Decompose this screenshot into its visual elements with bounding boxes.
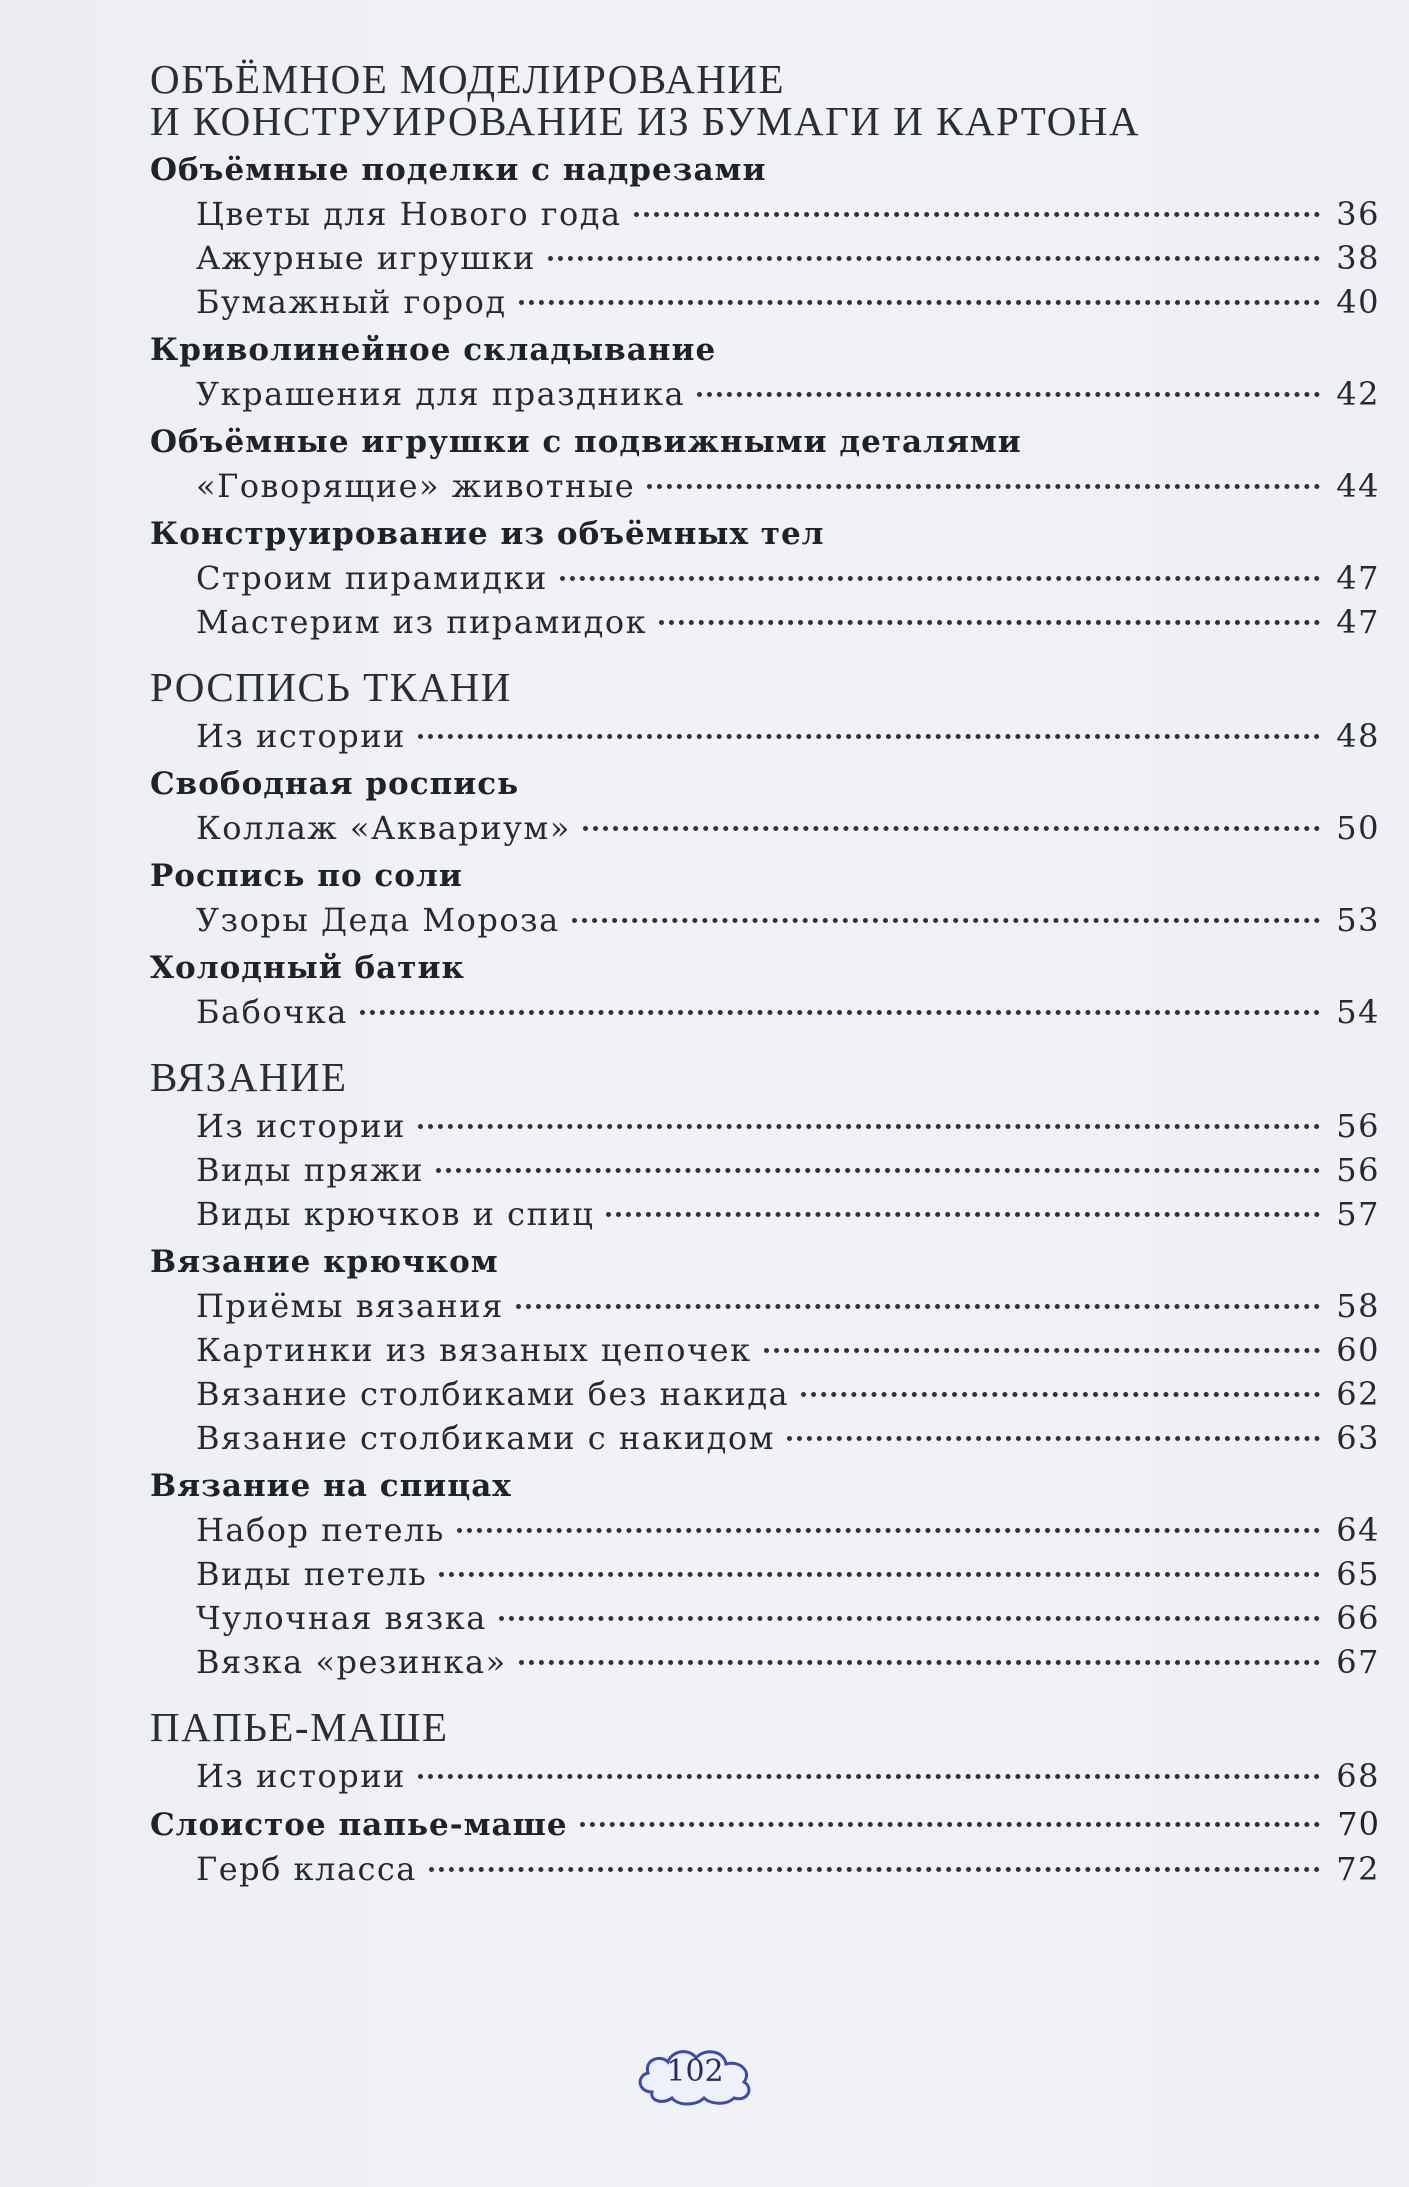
page-number-ref: 53 <box>1336 901 1380 939</box>
dot-leader <box>457 1528 1320 1533</box>
section-title: ОБЪЁМНОЕ МОДЕЛИРОВАНИЕ И КОНСТРУИРОВАНИЕ ИЗ БУМАГИ И КАРТОНА <box>150 56 1141 144</box>
toc-group <box>150 854 1380 942</box>
subsection-heading <box>150 1464 1380 1508</box>
toc-entry[interactable] <box>150 1284 1380 1328</box>
toc-section <box>150 1706 1380 1891</box>
toc-entry[interactable] <box>150 372 1380 416</box>
dot-leader <box>787 1436 1320 1441</box>
page-number-ref: 56 <box>1336 1107 1380 1145</box>
page-number-ref: 47 <box>1336 559 1380 597</box>
dot-leader <box>499 1616 1320 1621</box>
entry-label: Вязка «резинка» <box>196 1643 507 1681</box>
dot-leader <box>436 1168 1320 1173</box>
subsection-heading <box>150 1802 1380 1847</box>
toc-entry[interactable] <box>150 1508 1380 1552</box>
page-number-ref: 67 <box>1336 1643 1380 1681</box>
toc-entry[interactable] <box>150 898 1380 942</box>
heading-label: Свободная роспись <box>150 766 520 802</box>
dot-leader <box>429 1867 1320 1872</box>
page-number-ref: 38 <box>1336 239 1380 277</box>
entry-label: Узоры Деда Мороза <box>196 901 560 939</box>
section-title: РОСПИСЬ ТКАНИ <box>150 664 512 710</box>
entry-label: Ажурные игрушки <box>196 239 536 277</box>
page-number-ref: 42 <box>1336 375 1380 413</box>
entry-label: Мастерим из пирамидок <box>196 603 648 641</box>
subsection-heading <box>150 762 1380 806</box>
entry-label: «Говорящие» животные <box>196 467 636 505</box>
dot-leader <box>560 576 1320 581</box>
entry-label: Из истории <box>196 717 406 755</box>
toc-group <box>150 512 1380 644</box>
toc-entry[interactable] <box>150 1372 1380 1416</box>
entry-label: Чулочная вязка <box>196 1599 487 1637</box>
toc-entry[interactable] <box>150 990 1380 1034</box>
page-number: 102 <box>666 2054 724 2089</box>
page-number-ref: 62 <box>1336 1375 1380 1413</box>
toc-entry[interactable] <box>150 1552 1380 1596</box>
dot-leader <box>418 734 1320 739</box>
entry-label: Виды пряжи <box>196 1151 424 1189</box>
entry-label: Картинки из вязаных цепочек <box>196 1331 752 1369</box>
toc-entry[interactable] <box>150 464 1380 508</box>
entry-label: Цветы для Нового года <box>196 195 622 233</box>
page-number-ref: 40 <box>1336 283 1380 321</box>
heading-label: Вязание на спицах <box>150 1468 512 1504</box>
toc-entry[interactable] <box>150 556 1380 600</box>
entry-label: Из истории <box>196 1757 406 1795</box>
toc-section <box>150 58 1380 644</box>
heading-label: Вязание крючком <box>150 1244 499 1280</box>
dot-leader <box>418 1124 1320 1129</box>
toc-group <box>150 328 1380 416</box>
toc-entry[interactable] <box>150 1192 1380 1236</box>
page-number-ref: 72 <box>1336 1850 1380 1888</box>
page-number-ref: 54 <box>1336 993 1380 1031</box>
page-number-ref: 48 <box>1336 717 1380 755</box>
page-number-ref: 70 <box>1337 1805 1380 1843</box>
dot-leader <box>516 1304 1320 1309</box>
subsection-heading <box>150 512 1380 556</box>
page-number-badge <box>630 2040 760 2110</box>
dot-leader <box>572 918 1320 923</box>
page-number-ref: 66 <box>1336 1599 1380 1637</box>
subsection-heading <box>150 148 1380 192</box>
page-number-ref: 50 <box>1336 809 1380 847</box>
page-number-ref: 44 <box>1336 467 1380 505</box>
entry-label: Украшения для праздника <box>196 375 686 413</box>
page-number-ref: 57 <box>1336 1195 1380 1233</box>
entry-label: Набор петель <box>196 1511 445 1549</box>
entry-label: Коллаж «Аквариум» <box>196 809 571 847</box>
page-number-ref: 36 <box>1336 195 1380 233</box>
section-title: ВЯЗАНИЕ <box>150 1054 348 1100</box>
heading-label: Конструирование из объёмных тел <box>150 516 825 552</box>
page-number-ref: 56 <box>1336 1151 1380 1189</box>
toc-group <box>150 148 1380 324</box>
toc-entry[interactable] <box>150 1754 1380 1798</box>
subsection-heading <box>150 420 1380 464</box>
entry-label: Приёмы вязания <box>196 1287 504 1325</box>
toc-group <box>150 1464 1380 1684</box>
entry-label: Виды крючков и спиц <box>196 1195 595 1233</box>
heading-label: Холодный батик <box>150 950 465 986</box>
toc-group <box>150 420 1380 508</box>
toc-entry[interactable] <box>150 1416 1380 1460</box>
toc-entry[interactable] <box>150 236 1380 280</box>
toc-group <box>150 1802 1380 1891</box>
subsection-heading <box>150 854 1380 898</box>
entry-label: Бабочка <box>196 993 348 1031</box>
dot-leader <box>418 1774 1320 1779</box>
toc-entry[interactable] <box>150 1148 1380 1192</box>
page-number-ref: 47 <box>1336 603 1380 641</box>
toc-entry[interactable] <box>150 192 1380 236</box>
heading-label: Криволинейное складывание <box>150 332 717 368</box>
toc-entry[interactable] <box>150 1328 1380 1372</box>
toc-entry[interactable] <box>150 280 1380 324</box>
dot-leader <box>360 1010 1320 1015</box>
entry-label: Герб класса <box>196 1850 417 1888</box>
dot-leader <box>764 1348 1320 1353</box>
dot-leader <box>580 1822 1320 1827</box>
toc-entry[interactable] <box>150 714 1380 758</box>
toc-group <box>150 762 1380 850</box>
toc-group <box>150 1240 1380 1460</box>
toc-group <box>150 1104 1380 1236</box>
section-title: ПАПЬЕ-МАШЕ <box>150 1704 449 1750</box>
entry-label: Вязание столбиками с накидом <box>196 1419 775 1457</box>
heading-label: Объёмные игрушки с подвижными деталями <box>150 424 1022 460</box>
dot-leader <box>659 620 1320 625</box>
toc-group <box>150 1754 1380 1798</box>
toc-group <box>150 946 1380 1034</box>
toc-section <box>150 1056 1380 1684</box>
dot-leader <box>634 212 1320 217</box>
dot-leader <box>519 1660 1320 1665</box>
page-number-ref: 65 <box>1336 1555 1380 1593</box>
toc-section <box>150 666 1380 1034</box>
entry-label: Бумажный город <box>196 283 507 321</box>
dot-leader <box>801 1392 1320 1397</box>
entry-label: Виды петель <box>196 1555 428 1593</box>
page-number-ref: 68 <box>1336 1757 1380 1795</box>
toc-entry[interactable] <box>150 1596 1380 1640</box>
table-of-contents <box>150 58 1380 1891</box>
dot-leader <box>606 1212 1320 1217</box>
dot-leader <box>583 826 1320 831</box>
subsection-heading <box>150 946 1380 990</box>
heading-label: Объёмные поделки с надрезами <box>150 152 767 188</box>
page-number-ref: 64 <box>1336 1511 1380 1549</box>
toc-group <box>150 714 1380 758</box>
page-number-ref: 63 <box>1336 1419 1380 1457</box>
subsection-heading <box>150 1240 1380 1284</box>
toc-entry[interactable] <box>150 1104 1380 1148</box>
toc-entry[interactable] <box>150 600 1380 644</box>
toc-entry[interactable] <box>150 806 1380 850</box>
page-number-ref: 60 <box>1336 1331 1380 1369</box>
heading-label: Слоистое папье-маше <box>150 1807 568 1843</box>
entry-label: Строим пирамидки <box>196 559 548 597</box>
dot-leader <box>548 256 1320 261</box>
entry-label: Из истории <box>196 1107 406 1145</box>
dot-leader <box>647 484 1320 489</box>
page-number-ref: 58 <box>1336 1287 1380 1325</box>
toc-entry[interactable] <box>150 1847 1380 1891</box>
dot-leader <box>439 1572 1320 1577</box>
heading-label: Роспись по соли <box>150 858 463 894</box>
dot-leader <box>519 300 1320 305</box>
toc-entry[interactable] <box>150 1640 1380 1684</box>
entry-label: Вязание столбиками без накида <box>196 1375 790 1413</box>
dot-leader <box>697 392 1320 397</box>
subsection-heading <box>150 328 1380 372</box>
